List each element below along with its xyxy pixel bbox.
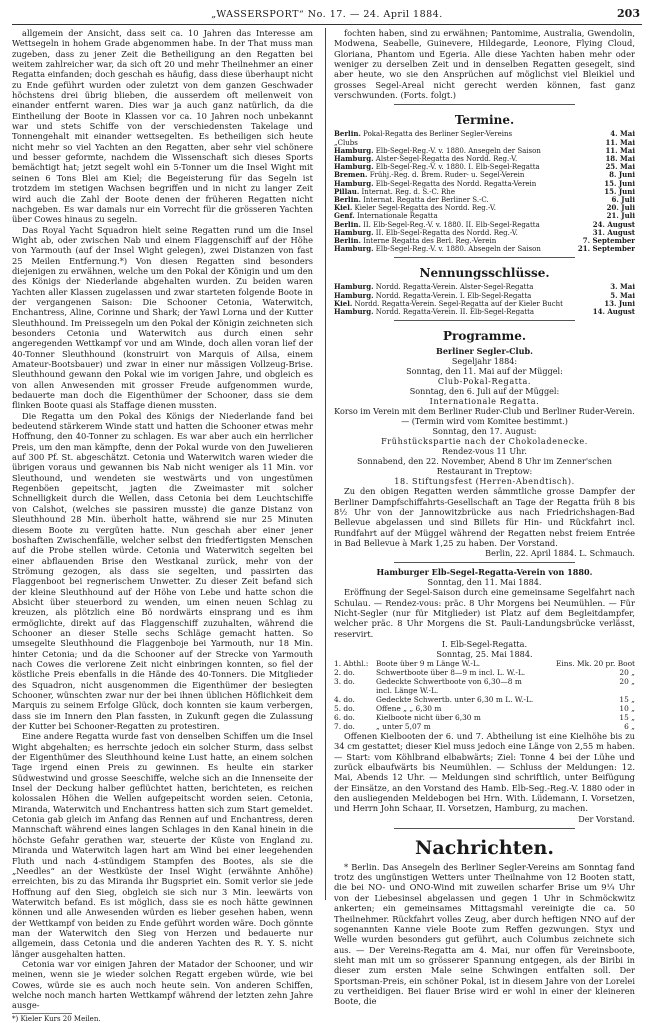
class-row bbox=[334, 722, 635, 731]
event-place: Hamburg. bbox=[334, 162, 374, 172]
program-line: 18. Stiftungsfest (Herren-Abendtisch). bbox=[394, 476, 575, 487]
event-name: II. Elb-Segel-Reg.-V. v. 1880. II. Elb-Segel-Regatta bbox=[363, 220, 540, 229]
event-date: 15. Juni bbox=[604, 178, 635, 188]
event-name: Alster-Segel-Regatta des Nordd. Reg.-V. bbox=[375, 155, 518, 164]
event-date: 20. Juli bbox=[606, 203, 635, 213]
event-date: 4. Mai bbox=[610, 129, 635, 139]
class-row bbox=[334, 668, 635, 677]
termine-list bbox=[334, 130, 635, 253]
class-number bbox=[334, 686, 376, 695]
programme-heading: Programme. bbox=[442, 329, 527, 344]
event-date: 11. Mai bbox=[605, 137, 635, 147]
event-place: Hamburg. bbox=[334, 290, 374, 300]
event-label bbox=[334, 130, 606, 138]
program-line: Internationale Regatta. bbox=[429, 396, 540, 407]
event-date: 3. Mai bbox=[610, 282, 635, 292]
event-row bbox=[334, 171, 635, 179]
class-number: 3. do. bbox=[334, 677, 355, 687]
event-label bbox=[334, 188, 600, 196]
left-paragraph: Eine andere Regatta wurde fast von denselben Schiffen um die Insel Wight abgehalten; es herrschte jedoch ein solcher Sturm, dass selbst der Eigenthümer des Sleuthhound keine Lust hatte, an einem solchen Tage irgend einen Preis zu gewinnen. Es heulte ein starker Südwestwind und grosse Seeschiffe, welche sich an die Innenseite der Insel der Deckung halber geflüchtet hatten, berichteten, es reichen kolossalen Höhen die Wellen aufgepeitscht worden seien. Cetonia, Miranda, Waterwitch und Enchantress hatten sich zum Start gemeldet. Cetonia gab gleich im Anfang das Rennen auf und Enchantress, deren Mannschaft während eines langen Schlages in den Kanal hinein in die höchste Gefahr gerathen war, steuerte der Küste von England zu. Miranda und Waterwitch lagen hart am Wind bei einer leegehenden Fluth und nach 4-stündigem Stampfen des Bootes, als sie die „Needles“ an der Westküste der Insel Wight (erwähnte Anhöhe) erreichten, bis zu das Miranda ihr Bugspriet ein. Somit verlor sie jede Hoffnung auf den Sieg, obgleich sie sich nur 3 Min. leewärts von Waterwitch befand. Es ist möglich, dass sie es noch hätte gewinnen können und alle Anwesenden würden es lieber gesehen haben, wenn der Wettkampf von beiden zu Ende geführt worden wäre. Doch gönnte man der Waterwitch den Sieg von Herzen und bedauerte nur allgemein, dass Cetonia und die anderen Yachten des R. Y. S. nicht länger ausgehalten hatten. bbox=[12, 731, 313, 959]
event-name: Elb-Segel-Reg.-V. v. 1880. Ansegeln der Saison bbox=[375, 146, 541, 155]
class-fee bbox=[631, 686, 635, 695]
hamburger-text: Eröffnung der Segel-Saison durch eine gemeinsame Segelfahrt nach Schulau. — Rendez-vous: präc. 8 Uhr Morgens bei Neumühlen. — Für Nicht-Segler (nur für Mitglieder) ist Platz auf dem Begleitdampfer, welcher präc. 8 Uhr Morgens die St. Pauli-Landungsbrücke verlässt, reservirt. bbox=[334, 587, 635, 639]
termine-heading: Termine. bbox=[454, 113, 515, 128]
hamburger-date: Sonntag, den 11. Mai 1884. bbox=[427, 577, 542, 588]
class-fee: 15 „ bbox=[619, 713, 635, 723]
section-divider bbox=[394, 257, 575, 258]
event-label bbox=[334, 292, 606, 300]
event-name: „Clubs bbox=[334, 138, 358, 147]
event-name: Frühj.-Reg. d. Brem. Ruder- u. Segel-Verein bbox=[369, 171, 525, 180]
class-row bbox=[334, 659, 635, 668]
event-row bbox=[334, 130, 635, 138]
class-number: 5. do. bbox=[334, 704, 355, 714]
event-place: Bremen. bbox=[334, 170, 368, 180]
event-name: Elb-Segel-Regatta des Nordd. Regatta-Verein bbox=[375, 179, 537, 188]
class-fee: 6 „ bbox=[624, 722, 635, 732]
event-place: Pillau. bbox=[334, 186, 360, 196]
class-row bbox=[334, 677, 635, 686]
event-date: 21. September bbox=[577, 244, 635, 254]
class-fee: 15 „ bbox=[619, 695, 635, 705]
section-divider bbox=[394, 562, 575, 563]
section-divider bbox=[394, 320, 575, 321]
event-date: 11. Mai bbox=[605, 145, 635, 155]
event-name: Nordd. Regatta-Verein. I. Elb-Segel-Regatta bbox=[375, 291, 532, 300]
event-label bbox=[334, 196, 608, 204]
left-paragraph: allgemein der Ansicht, dass seit ca. 10 Jahren das Interesse am Wettsegeln in hohem Grade abgenommen habe. In der That muss man zugeben, dass zu jener Zeit die Betheiligung an den Regatten bei weitem zahlreicher war, da sich oft 20 und mehr Theilnehmer an einer Regatta einfanden; doch geschah es häufig, dass diese überhaupt nicht zu Ende geführt wurden oder zuletzt von dem ganzen Geschwader höchstens drei übrig blieben, die ausserdem oft meilenweit von einander entfernt waren. Dies war ja auch ganz natürlich, da die Eintheilung der Boote in Klassen vor ca. 10 Jahren noch unbekannt war und stets Schiffe von der verschiedensten Takelage und Tonnengehalt mit einander wettsegelten. Es betheiligen sich heute nicht mehr so viel Yachten an den Regatten, aber sehr viel schönere und besser geformte, nachdem die Wissenschaft sich dieses Sports bemächtigt hat; jetzt segelt wohl ein 5-Tonner um die Insel Wight mit seinen 6 Tons Blei am Kiel; die Begeisterung für das Segeln ist trotzdem im stetigen Wachsen begriffen und in nicht zu langer Zeit wird auch die Zahl der Boote denen der früheren Regatten nicht nachgeben. Es war damals nur ein Vorrecht für die grösseren Yachten über Cowes hinaus zu segeln. bbox=[12, 28, 313, 225]
berliner-program-lines bbox=[334, 356, 635, 486]
event-label bbox=[334, 212, 603, 220]
section-divider bbox=[394, 104, 575, 105]
event-date: 25. Mai bbox=[605, 162, 635, 172]
class-description: Boote über 9 m Länge W.-L. bbox=[376, 659, 481, 669]
event-place: Berlin. bbox=[334, 219, 361, 229]
event-date: 5. Mai bbox=[610, 290, 635, 300]
event-label bbox=[334, 139, 601, 147]
event-row bbox=[334, 188, 635, 196]
event-row bbox=[334, 245, 635, 253]
berliner-text: Zu den obigen Regatten werden sämmtliche grosse Dampfer der Berliner Dampfschiffahrts-Gesellschaft an Tage der Regatta früh 8 bis 8½ Uhr von der Jannowitzbrücke aus nach Friedrichshagen-Bad Bellevue abgelassen und sind Billets für Hin- und Rückfahrt incl. Rundfahrt auf der Müggel während der Regatten nebst freiem Entrée in Bad Bellevue à Mark 1,25 zu haben. Der Vorstand. bbox=[334, 486, 635, 548]
left-paragraph: Die Regatta um den Pokal des Königs der Niederlande fand bei bedeutend stärkerem Winde statt und hatten die Schooner etwas mehr Hoffnung, den 40-Tonner zu schlagen. Es war aber auch ein herrlicher Preis, um den man kämpfte, denn der Pokal wurde von den Juwelieren auf 300 Pf. St. abgeschätzt. Cetonia und Waterwitch waren wieder die übrigen voraus und gewannen bis Nab nicht weniger als 11 Min. vor Sleuthound, und wendeten sie westwärts und von ungestümen Regenböen gepeitscht, jagten die Zweimaster mit solcher Schnelligkeit durch die Wellen, dass Cetonia bei dem Leuchtschiffe von Calshot, (welches sie passiren musste) die ganze Distanz von Sleuthhound 28 Min. überholt hatte, während sie nur 25 Minuten diesem Boote zu vergüten hatte. Nun geschah aber einer jener boshaften Zwischenfälle, welcher selbst den friedfertigsten Menschen auf die Probe stellen würde. Cetonia und Waterwitch segelten bei einer abflauenden Brise den Westkanal zurück, mehr von der Strömung gezogen, als dass sie segelten, und passirten das Flaggenboot bei regnerischem Unwetter. Zu dieser Zeit befand sich der kleine Sleuthhound auf der Höhe von Lebe und hatte schon die Absicht über steuerbord zu wenden, um einen neuen Schlag zu kreuzen, als plötzlich eine Bö nordwärts einsprang und es ihm ermöglichte, direkt auf das Flaggenschiff zuzuhalten, während die Schooner an dieser Stelle sechs Schläge gemacht hatten. So umsegelte Sleuthhound die Flaggenboje bei Yarmouth, nur 18 Min. hinter Cetonia; und da die Schooner auf der Strecke von Yarmouth nach Cowes die verlorene Zeit nicht einbringen konnten, so fiel der köstliche Preis ebenfalls in die Hände des 40-Tonners. Die Mitglieder des Squadron, nicht ausgenommen die Eigenthümer der besiegten Schooner, wünschten zwar nur der bei ihnen üblichen Höflichkeit dem Marquis zu seinem Erfolge Glück, doch konnten sie kaum verbergen, dass sie im Innern den Plan fassten, in Zukunft gegen die Zulassung der Kutter bei Schooner-Regatten zu protestiren. bbox=[12, 410, 313, 732]
class-fee: 20 „ bbox=[619, 668, 635, 678]
event-row bbox=[334, 139, 635, 147]
nachrichten-heading: Nachrichten. bbox=[415, 836, 554, 859]
event-date: 24. August bbox=[592, 219, 635, 229]
nennungsschluesse-heading: Nennungsschlüsse. bbox=[419, 266, 550, 281]
event-place: Hamburg. bbox=[334, 282, 374, 292]
program-line: Segeljahr 1884: bbox=[451, 356, 518, 367]
event-place: Berlin. bbox=[334, 129, 361, 139]
program-line: Rendez-vous 11 Uhr. bbox=[442, 446, 527, 457]
event-row bbox=[334, 221, 635, 229]
event-name: Nordd. Regatta-Verein. Alster-Segel-Regatta bbox=[375, 283, 534, 292]
class-row bbox=[334, 713, 635, 722]
class-row bbox=[334, 704, 635, 713]
event-place: Hamburg. bbox=[334, 227, 374, 237]
event-place: Hamburg. bbox=[334, 178, 374, 188]
elb-signature: Der Vorstand. bbox=[578, 813, 635, 824]
continuation-paragraph: fochten haben, sind zu erwähnen; Pantomime, Australia, Gwendolin, Modwena, Seabelle, Guinevere, Hildegarde, Leonore, Flying Cloud, Gloriana, Phantom und Egeria. Alle diese Yachten haben mehr oder weniger zu derselben Zeit und in denselben Regatten gesegelt, sind aber heute, wo sie den Ansprüchen auf möglichst viel Bleikiel und grosses Segel-Areal nicht gerecht werden können, fast ganz verschwunden. (Forts. folgt.) bbox=[334, 28, 635, 101]
event-name: Elb-Segel-Reg.-V. v. 1880. Absegeln der Saison bbox=[375, 245, 541, 254]
class-fee: 20 „ bbox=[619, 677, 635, 687]
event-place: Berlin. bbox=[334, 236, 361, 246]
elb-classes-table bbox=[334, 659, 635, 731]
class-number: 6. do. bbox=[334, 713, 355, 723]
event-name: Pokal-Regatta des Berliner Segler-Vereins bbox=[363, 130, 513, 139]
right-column bbox=[332, 28, 635, 1007]
class-fee: 10 „ bbox=[619, 704, 635, 714]
class-description: Gedeckte Schwertb. unter 6,30 m L. W.-L. bbox=[376, 695, 534, 705]
nennung-list bbox=[334, 283, 635, 316]
event-date: 14. August bbox=[592, 307, 635, 317]
event-label bbox=[334, 147, 601, 155]
class-description: Gedeckte Schwertboote von 6,30—8 m bbox=[376, 677, 522, 687]
event-date: 6. Juli bbox=[611, 195, 635, 205]
class-number: 7. do. bbox=[334, 722, 355, 732]
event-name: Kieler Segel-Regatta des Nordd. Reg.-V. bbox=[354, 204, 496, 213]
event-date: 7. September bbox=[582, 236, 635, 246]
class-number: 2. do. bbox=[334, 668, 355, 678]
event-name: Interne Regatta des Berl. Reg.-Verein bbox=[363, 237, 497, 246]
left-paragraph: Cetonia war vor einigen Jahren der Matador der Schooner, und wir meinen, wenn sie je wieder solchen Regatt ergeben würde, wie bei Cowes, würde sie es auch noch heute sein. Von anderen Schiffen, welche noch manch harten Wettkampf während der letzten zehn Jahre ausge- bbox=[12, 958, 313, 1011]
event-name: Internat. Reg. d. S.-C. Rhe bbox=[361, 187, 455, 196]
column-divider bbox=[325, 28, 326, 900]
class-description: Offene „ „ 6,30 m bbox=[376, 704, 442, 714]
class-number: 1. Abthl.: bbox=[334, 659, 369, 669]
event-label bbox=[334, 229, 589, 237]
elb-regatta-date: Sonntag, 25. Mai 1884. bbox=[436, 649, 533, 660]
elb-text: Offenen Kielbooten der 6. und 7. Abtheilung ist eine Kielhöhe bis zu 34 cm gestattet; dieser Kiel muss jedoch eine Länge von 2,55 m haben. — Start: vom Köhlbrand elbabwärts; Ziel: Tonne 4 bei der Lühe und zurück elbaufwärts bis Neumühlen. — Schluss der Meldungen: 12. Mai, Abends 12 Uhr. — Meldungen sind schriftlich, unter Beifügung der Einsätze, an den Vorstand des Hamb. Elb-Seg.-Reg.-V. 1880 oder in den ausliegenden Meldebogen bei Hrn. With. Lüdemann, I. Vorsetzen, und Herrn John Schaar, II. Vorsetzen, Hamburg, zu machen. bbox=[334, 731, 635, 814]
page-header bbox=[12, 7, 642, 25]
event-date: 8. Juni bbox=[609, 170, 635, 180]
program-line: Korso im Verein mit dem Berliner Ruder-Club und Berliner Ruder-Verein. — (Termin wird vom Komitee bestimmt.) bbox=[334, 406, 635, 427]
event-date: 13. Juni bbox=[604, 298, 635, 308]
event-label bbox=[334, 245, 574, 253]
two-column-body bbox=[12, 28, 642, 1023]
event-place: Hamburg. bbox=[334, 244, 374, 254]
event-place: Kiel. bbox=[334, 298, 353, 308]
left-paragraph: Das Royal Yacht Squadron hielt seine Regatten rund um die Insel Wight ab, oder zwischen Nab und einem Flaggenschiff auf der Höhe von Yarmouth (auf der Insel Wight gelegen), zwei Distanzen von fast 25 Meilen Entfernung.*) Von diesen Regatten sind besonders diejenigen zu erwähnen, welche um den Pokal der Königin und um den des Königs der Niederlande abgehalten wurden. Zu beiden waren Yachten aller Klassen zugelassen und zwar starteten folgende Boote in der vergangenen Saison: Die Schooner Cetonia, Waterwitch, Enchantress, Aline, Corinne und Shark; der Yawl Lorna und der Kutter Sleuthhound. Im Preissegeln um den Pokal der Königin zeichneten sich besonders Cetonia und Waterwitch aus durch einen sehr angeregenden Wettkampf vor und am Winde, doch allen voran lief der 40-Tonner Sleuthhound (konstruirt von Marquis of Ailsa, einem Amateur-Bootsbauer) und zwar in einer nur mässigen Vollzeug-Brise. Sleuthhound gewann den Pokal wie im vorigen Jahre, und obgleich es von allen Anwesenden mit grosser Freude aufgenommen wurde, bedauerte man doch die Eigenthümer der Schooner, dass sie dem flinken Boote quasi als Staffage dienen mussten. bbox=[12, 224, 313, 411]
berliner-club-title: Berliner Segler-Club. bbox=[436, 346, 533, 357]
class-row bbox=[334, 695, 635, 704]
event-place: Hamburg. bbox=[334, 307, 374, 317]
event-place: Hamburg. bbox=[334, 154, 374, 164]
event-row bbox=[334, 155, 635, 163]
event-row bbox=[334, 180, 635, 188]
event-name: Elb-Segel-Reg.-V. v. 1880. I. Elb-Segel-Regatta bbox=[375, 163, 540, 172]
event-label bbox=[334, 171, 605, 179]
event-place: Berlin. bbox=[334, 195, 361, 205]
berliner-signature: Berlin, 22. April 1884. L. Schmauch. bbox=[485, 548, 635, 559]
event-date: 21. Juli bbox=[606, 211, 635, 221]
event-label bbox=[334, 283, 606, 291]
event-name: Nordd. Regatta-Verein. II. Elb-Segel-Regatta bbox=[375, 308, 535, 317]
event-row bbox=[334, 212, 635, 220]
class-row bbox=[334, 686, 635, 695]
class-number: 4. do. bbox=[334, 695, 355, 705]
journal-title: „WASSERSPORT“ No. 17. — 24. April 1884. bbox=[211, 9, 443, 20]
program-line: Club-Pokal-Regatta. bbox=[437, 376, 532, 387]
class-description: „ unter 5,07 m bbox=[376, 722, 431, 732]
event-place: Hamburg. bbox=[334, 145, 374, 155]
hamburger-verein-title: Hamburger Elb-Segel-Regatta-Verein von 1880. bbox=[376, 567, 593, 578]
event-row bbox=[334, 308, 635, 316]
section-divider bbox=[394, 828, 575, 829]
program-line: Frühstückspartie nach der Chokoladenecke. bbox=[381, 436, 588, 447]
nachrichten-text: * Berlin. Das Ansegeln des Berliner Segler-Vereins am Sonntag fand trotz des ungünstigen Wetters unter Theilnahme von 12 Booten statt, die bei NO- und ONO-Wind mit zuweilen scharfer Brise um 9¼ Uhr von der Liebesinsel abgelassen und gegen 1 Uhr in Schmöckwitz ankerten; ein gemeinsames Mittagsmahl vereinigte die ca. 50 Theilnehmer. Rückfahrt volles Zeug, aber durch heftigen NNO auf der sogenannten Kanne viele Boote zum Reffen gezwungen. Styx und Welle wurden besonders gut geführt, auch Columbus zeichnete sich aus. — Der Vereins-Regatta am 4. Mai, nur offen für Vereinsboote, sieht man mit um so grösserer Spannung entgegen, als der Biribi in dieser zum ersten Male seine Schwingen entfalten soll. Der Sportsman-Preis, ein schöner Pokal, ist in diesem Jahre von der Lorelei zu vertheidigen. Bei flauer Brise wird er wohl in einer der kleineren Boote, die bbox=[334, 861, 635, 1007]
event-date: 18. Mai bbox=[605, 154, 635, 164]
event-date: 31. August bbox=[592, 227, 635, 237]
program-line: Sonntag, den 17. August: bbox=[432, 426, 537, 437]
class-description: incl. Länge W.-L. bbox=[376, 686, 439, 696]
class-description: Schwertboote über 8—9 m incl. L. W.-L. bbox=[376, 668, 526, 678]
footnote: *) Kieler Kurs 20 Meilen. bbox=[12, 1014, 101, 1023]
event-place: Kiel. bbox=[334, 203, 353, 213]
event-row bbox=[334, 292, 635, 300]
event-label bbox=[334, 180, 600, 188]
class-fee: Eins. Mk. 20 pr. Boot bbox=[556, 659, 635, 669]
event-row bbox=[334, 196, 635, 204]
event-name: II. Elb-Segel-Regatta des Nordd. Reg.-V. bbox=[375, 228, 518, 237]
event-row bbox=[334, 147, 635, 155]
left-column bbox=[12, 28, 319, 1023]
event-name: Internationale Regatta bbox=[356, 212, 438, 221]
event-name: Internat. Regatta der Berliner S.-C. bbox=[363, 196, 489, 205]
event-name: Nordd. Regatta-Verein. Segel-Regatta auf der Kieler Bucht bbox=[354, 299, 563, 308]
event-label bbox=[334, 155, 601, 163]
event-label bbox=[334, 308, 589, 316]
class-description: Kielboote nicht über 6,30 m bbox=[376, 713, 481, 723]
event-date: 15. Juni bbox=[604, 186, 635, 196]
program-line: Sonnabend, den 22. November, Abend 8 Uhr im Zenner'schen Restaurant in Treptow: bbox=[357, 456, 612, 477]
elb-regatta-title: I. Elb-Segel-Regatta. bbox=[441, 639, 528, 650]
program-line: Sonntag, den 11. Mai auf der Müggel: bbox=[406, 366, 563, 377]
page-number: 203 bbox=[617, 7, 640, 20]
event-row bbox=[334, 283, 635, 291]
event-row bbox=[334, 300, 635, 308]
event-place: Genf. bbox=[334, 211, 355, 221]
program-line: Sonntag, den 6. Juli auf der Müggel: bbox=[409, 386, 560, 397]
